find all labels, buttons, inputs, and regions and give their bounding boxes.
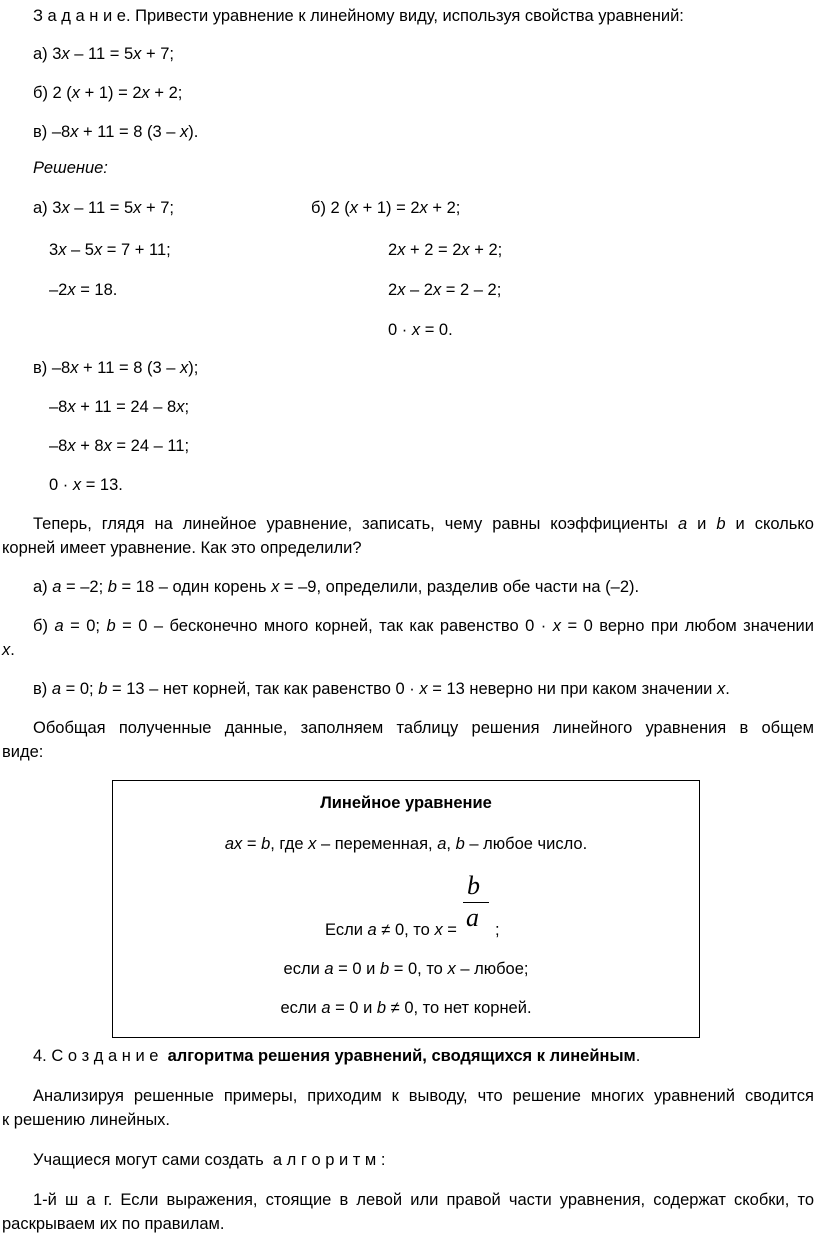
summary-line2: виде:: [2, 743, 44, 761]
sol-b-line4: 0 · x = 0.: [388, 321, 453, 339]
step1-line1: 1-й ш а г. Если выражения, стоящие в левой или правой части уравнения, содержат скобки, то: [33, 1191, 814, 1209]
sol-b-line2: 2x + 2 = 2x + 2;: [388, 241, 503, 259]
sol-a-line1: а) 3x – 11 = 5x + 7;: [33, 199, 174, 217]
table-title: Линейное уравнение: [320, 794, 492, 812]
sol-v-line4: 0 · x = 13.: [49, 476, 123, 494]
sol-v-line3: –8x + 8x = 24 – 11;: [49, 437, 190, 455]
linear-equation-table: [112, 780, 700, 1038]
task-header: З а д а н и е. Привести уравнение к линейному виду, используя свойства уравнений:: [33, 7, 684, 25]
explain-intro-line1: Теперь, глядя на линейное уравнение, записать, чему равны коэффициенты a и b и сколько: [33, 515, 814, 533]
fraction-denominator: a: [466, 903, 479, 932]
step1-line2: раскрываем их по правилам.: [2, 1215, 225, 1233]
sol-b-line1: б) 2 (x + 1) = 2x + 2;: [311, 199, 461, 217]
sol-a-line3: –2x = 18.: [49, 281, 118, 299]
explain-intro-line2: корней имеет уравнение. Как это определили?: [2, 539, 362, 557]
task-v: в) –8x + 11 = 8 (3 – x).: [33, 123, 199, 141]
explain-v: в) a = 0; b = 13 – нет корней, так как равенство 0 · x = 13 неверно ни при каком значении x.: [33, 680, 730, 698]
explain-b-line1: б) a = 0; b = 0 – бесконечно много корней, так как равенство 0 · x = 0 верно при любом значении: [33, 617, 814, 635]
sol-v-line1: в) –8x + 11 = 8 (3 – x);: [33, 359, 199, 377]
table-case1: Если a ≠ 0, то x =: [325, 921, 457, 939]
analyze-line1: Анализируя решенные примеры, приходим к выводу, что решение многих уравнений сводится: [33, 1087, 814, 1105]
students-line: Учащиеся могут сами создать а л г о р и т м :: [33, 1151, 386, 1169]
task-a: а) 3x – 11 = 5x + 7;: [33, 45, 174, 63]
explain-a: а) a = –2; b = 18 – один корень x = –9, определили, разделив обе части на (–2).: [33, 578, 640, 596]
sol-a-line2: 3x – 5x = 7 + 11;: [49, 241, 171, 259]
sol-b-line3: 2x – 2x = 2 – 2;: [388, 281, 502, 299]
analyze-line2: к решению линейных.: [2, 1111, 171, 1129]
table-case2: если a = 0 и b = 0, то x – любое;: [283, 960, 529, 978]
table-general-form: ax = b, где x – переменная, a, b – любое число.: [224, 835, 588, 853]
task-b: б) 2 (x + 1) = 2x + 2;: [33, 84, 183, 102]
explain-b-line2: x.: [2, 641, 15, 659]
table-case3: если a = 0 и b ≠ 0, то нет корней.: [280, 999, 532, 1017]
summary-line1: Обобщая полученные данные, заполняем таблицу решения линейного уравнения в общем: [33, 719, 814, 737]
table-case1-semicolon: ;: [495, 921, 500, 939]
algorithm-heading: 4. С о з д а н и е алгоритма решения уравнений, сводящихся к линейным.: [33, 1047, 641, 1065]
solution-label: Решение:: [33, 159, 108, 177]
fraction-numerator: b: [467, 871, 480, 900]
sol-v-line2: –8x + 11 = 24 – 8x;: [49, 398, 190, 416]
